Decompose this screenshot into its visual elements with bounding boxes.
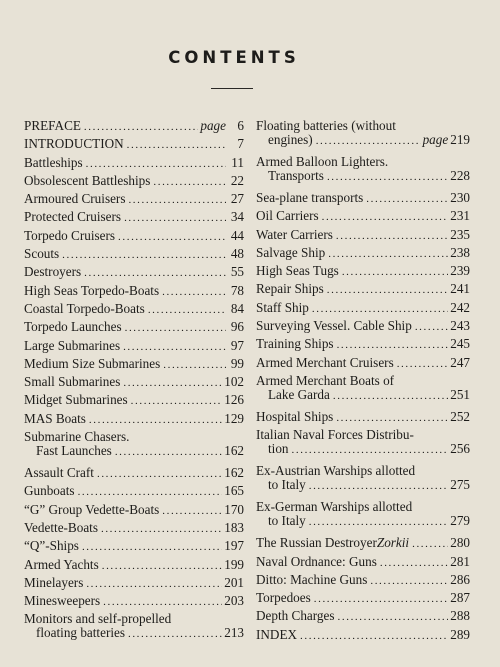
dot-leader: [115, 445, 222, 459]
toc-page-number: 235: [450, 226, 470, 242]
toc-page-number: 231: [450, 208, 470, 224]
toc-entry-label-continued: to Italy: [268, 477, 306, 493]
toc-entry[interactable]: [256, 356, 470, 374]
toc-page-number: 162: [224, 443, 244, 459]
toc-entry[interactable]: [256, 301, 470, 319]
dot-leader: [86, 157, 226, 171]
dot-leader: [397, 357, 449, 371]
toc-entry-label: Battleships: [24, 154, 83, 170]
toc-page-number: 287: [450, 590, 470, 606]
toc-page-number: 11: [231, 154, 244, 170]
dot-leader: [124, 211, 226, 225]
toc-entry-label: Armed Merchant Boats of: [256, 372, 395, 388]
dot-leader: [342, 265, 448, 279]
dot-leader: [309, 515, 448, 529]
dot-leader: [314, 592, 448, 606]
toc-entry-label: Minesweepers: [24, 593, 101, 609]
toc-entry-label: Small Submarines: [24, 374, 121, 390]
dot-leader: [328, 247, 448, 261]
toc-entry-label: Ex-German Warships allotted: [256, 499, 413, 515]
toc-entry-label-continued: Fast Launches: [36, 443, 112, 459]
toc-page-number: 55: [230, 264, 244, 280]
toc-page-number: 286: [450, 571, 470, 587]
dot-leader: [333, 389, 448, 403]
toc-entry[interactable]: [24, 320, 244, 338]
toc-entry-label-continued: Transports: [268, 168, 324, 183]
toc-entry-label: Staff Ship: [256, 299, 309, 315]
toc-entry-label: Surveying Vessel. Cable Ship: [256, 318, 412, 334]
toc-entry-label: Gunboats: [24, 483, 75, 499]
toc-entry[interactable]: [24, 357, 244, 375]
contents-right-column: [256, 119, 470, 646]
dot-leader: [312, 302, 448, 316]
toc-page-number: 129: [224, 410, 244, 426]
toc-entry-text: [24, 612, 244, 641]
toc-page-number: 170: [224, 501, 244, 517]
toc-entry[interactable]: [256, 228, 470, 246]
toc-entry-continuation: [256, 169, 470, 184]
contents-left-column: [24, 119, 244, 648]
page-title: CONTENTS: [168, 48, 300, 67]
toc-page-number: 201: [224, 574, 244, 590]
dot-leader: [118, 230, 226, 244]
toc-page-number: 27: [230, 191, 244, 207]
toc-page-number: 7: [237, 136, 244, 152]
toc-entry[interactable]: [24, 430, 244, 466]
toc-page-number: 22: [230, 172, 244, 188]
toc-entry-label: Floating batteries (without: [256, 118, 396, 133]
dot-leader: [89, 413, 222, 427]
toc-entry-label: Armed Merchant Cruisers: [256, 354, 394, 370]
toc-page-number: 48: [230, 246, 244, 262]
toc-page-number: 96: [230, 319, 244, 335]
dot-leader: [123, 376, 222, 390]
toc-page-number: 243: [450, 318, 470, 334]
dot-leader: [103, 595, 222, 609]
toc-entry[interactable]: [256, 319, 470, 337]
toc-page-number: 99: [230, 355, 244, 371]
toc-page-number: 280: [450, 535, 470, 551]
toc-entry[interactable]: [24, 521, 244, 539]
toc-entry[interactable]: [256, 609, 470, 627]
dot-leader: [162, 504, 222, 518]
toc-entry-label: “G” Group Vedette-Boats: [24, 501, 160, 517]
toc-page-number: 279: [450, 513, 470, 529]
toc-entry[interactable]: [256, 191, 470, 209]
toc-entry[interactable]: [256, 209, 470, 227]
toc-page-number: 97: [230, 337, 244, 353]
toc-entry-label: Medium Size Submarines: [24, 355, 161, 371]
toc-page-number: 183: [224, 519, 244, 535]
toc-entry[interactable]: [256, 464, 470, 500]
toc-page-number: 288: [450, 608, 470, 624]
toc-entry[interactable]: [24, 594, 244, 612]
dot-leader: [292, 443, 449, 457]
toc-entry-label: Training Ships: [256, 336, 334, 352]
toc-entry-continuation: [24, 444, 244, 459]
toc-entry-continuation: [256, 514, 470, 529]
dot-leader: [123, 340, 226, 354]
toc-entry-label: Vedette-Boats: [24, 519, 98, 535]
dot-leader: [153, 175, 226, 189]
toc-page-number: 6: [237, 118, 244, 133]
dot-leader: [82, 540, 222, 554]
toc-entry[interactable]: [256, 628, 470, 646]
toc-page-number: 230: [450, 190, 470, 205]
dot-leader: [102, 559, 222, 573]
toc-entry-continuation: [256, 478, 470, 493]
toc-entry-label: PREFACE: [24, 118, 81, 133]
toc-entry[interactable]: [24, 265, 244, 283]
toc-entry-text: [24, 430, 244, 459]
toc-entry-label-continued: engines): [268, 132, 313, 147]
toc-entry-label: Obsolescent Battleships: [24, 172, 151, 188]
toc-entry-continuation: [256, 388, 470, 403]
toc-entry[interactable]: [256, 591, 470, 609]
toc-entry[interactable]: [256, 428, 470, 464]
dot-leader: [101, 522, 222, 536]
toc-page-number: 197: [224, 538, 244, 554]
toc-entry-label: Submarine Chasers.: [24, 429, 130, 445]
dot-leader: [163, 358, 226, 372]
dot-leader: [84, 120, 198, 134]
dot-leader: [84, 266, 226, 280]
toc-entry[interactable]: [24, 137, 244, 155]
toc-entry-label: Sea-plane transports: [256, 190, 364, 205]
toc-entry-label: Coastal Torpedo-Boats: [24, 300, 145, 316]
toc-entry-label: Hospital Ships: [256, 408, 334, 424]
toc-entry-text: [256, 119, 470, 148]
toc-entry[interactable]: [256, 282, 470, 300]
toc-entry[interactable]: [256, 410, 470, 428]
dot-leader: [327, 170, 448, 184]
toc-entry[interactable]: [24, 229, 244, 247]
toc-entry[interactable]: [24, 375, 244, 393]
toc-entry[interactable]: [256, 337, 470, 355]
dot-leader: [97, 467, 222, 481]
toc-entry-label-continued: floating batteries: [36, 625, 125, 641]
toc-entry-label: High Seas Tugs: [256, 263, 339, 279]
toc-page-number: 252: [450, 408, 470, 424]
dot-leader: [316, 134, 421, 148]
toc-entry[interactable]: [24, 484, 244, 502]
dot-leader: [127, 138, 226, 152]
toc-entry[interactable]: [24, 210, 244, 228]
dot-leader: [86, 577, 222, 591]
toc-entry[interactable]: [24, 339, 244, 357]
toc-page-number: 289: [450, 626, 470, 642]
dot-leader: [338, 610, 449, 624]
toc-page-number: 281: [450, 553, 470, 569]
toc-entry-label-continued: to Italy: [268, 513, 306, 529]
toc-entry-label: The Russian Destroyer: [256, 535, 377, 551]
toc-entry[interactable]: [24, 576, 244, 594]
toc-page-number: 247: [450, 354, 470, 370]
dot-leader: [162, 285, 226, 299]
dot-leader: [128, 193, 226, 207]
toc-entry-label-continued: tion: [268, 441, 289, 457]
toc-entry[interactable]: [24, 412, 244, 430]
toc-entry-text: [256, 155, 470, 184]
toc-page-number: 245: [450, 336, 470, 352]
dot-leader: [309, 479, 448, 493]
toc-entry-text: [256, 500, 470, 529]
dot-leader: [336, 229, 448, 243]
toc-page-number: 219: [450, 132, 470, 147]
toc-page-number: 251: [450, 386, 470, 402]
toc-entry-label: Naval Ordnance: Guns: [256, 553, 377, 569]
toc-entry-label: Scouts: [24, 246, 60, 262]
toc-entry-label: MAS Boats: [24, 410, 86, 426]
dot-leader: [128, 627, 222, 641]
toc-entry-label: INDEX: [256, 626, 298, 642]
toc-entry-label: Torpedo Launches: [24, 319, 122, 335]
toc-page-number: 34: [230, 209, 244, 225]
toc-entry[interactable]: [24, 503, 244, 521]
toc-page-number: 78: [230, 282, 244, 298]
toc-entry[interactable]: [24, 284, 244, 302]
dot-leader: [78, 485, 223, 499]
toc-entry-continuation: [24, 626, 244, 641]
toc-page-number: 203: [224, 593, 244, 609]
toc-page-number: 239: [450, 263, 470, 279]
toc-entry-label: Armoured Cruisers: [24, 191, 126, 207]
toc-entry[interactable]: [24, 539, 244, 557]
toc-page-number: 165: [224, 483, 244, 499]
toc-entry-label: Italian Naval Forces Distribu-: [256, 427, 414, 443]
page-prefix: page: [200, 118, 226, 133]
toc-entry[interactable]: [256, 246, 470, 264]
dot-leader: [380, 556, 448, 570]
toc-entry[interactable]: [256, 536, 470, 554]
toc-page-number: 162: [224, 465, 244, 481]
toc-entry-text: [256, 374, 470, 403]
dot-leader: [300, 629, 448, 643]
toc-entry[interactable]: [24, 466, 244, 484]
dot-leader: [148, 303, 226, 317]
toc-entry[interactable]: [24, 393, 244, 411]
toc-entry-label: Torpedo Cruisers: [24, 227, 116, 243]
toc-entry-label: Armed Yachts: [24, 556, 99, 572]
toc-page-number: 238: [450, 244, 470, 260]
toc-entry-label: Oil Carriers: [256, 208, 319, 224]
toc-entry[interactable]: [24, 192, 244, 210]
dot-leader: [415, 320, 448, 334]
toc-page-number: 84: [230, 300, 244, 316]
toc-entry[interactable]: [24, 156, 244, 174]
toc-page-number: 275: [450, 477, 470, 493]
toc-entry-label: “Q”-Ships: [24, 538, 79, 554]
toc-entry[interactable]: [24, 174, 244, 192]
toc-entry-label: Salvage Ship: [256, 244, 326, 260]
dot-leader: [327, 283, 448, 297]
toc-entry-label: Destroyers: [24, 264, 82, 280]
toc-entry[interactable]: [24, 302, 244, 320]
toc-page-number: 241: [450, 281, 470, 297]
toc-entry-label: Depth Charges: [256, 608, 335, 624]
toc-page-number: 126: [224, 392, 244, 408]
toc-entry-label: Minelayers: [24, 574, 84, 590]
toc-entry-label: Torpedoes: [256, 590, 311, 606]
title-underline: [211, 88, 253, 89]
page-prefix: page: [422, 132, 449, 147]
dot-leader: [412, 537, 448, 551]
toc-entry-continuation: [256, 133, 470, 148]
toc-entry-label-italic: Zorkii: [376, 535, 410, 551]
toc-page-number: 102: [224, 374, 244, 390]
toc-entry[interactable]: [256, 573, 470, 591]
toc-page-number: 228: [450, 168, 470, 183]
toc-entry[interactable]: [256, 155, 470, 191]
toc-entry-label: Repair Ships: [256, 281, 324, 297]
toc-entry-text: [256, 428, 470, 457]
toc-entry-label: High Seas Torpedo-Boats: [24, 282, 160, 298]
toc-entry[interactable]: [256, 374, 470, 410]
dot-leader: [366, 192, 448, 206]
dot-leader: [125, 321, 226, 335]
toc-entry-label: Protected Cruisers: [24, 209, 122, 225]
toc-entry-label: Armed Balloon Lighters.: [256, 154, 389, 169]
dot-leader: [62, 248, 226, 262]
toc-entry[interactable]: [24, 558, 244, 576]
toc-entry-label: Large Submarines: [24, 337, 121, 353]
toc-entry-label: Ditto: Machine Guns: [256, 571, 368, 587]
toc-entry[interactable]: [256, 555, 470, 573]
dot-leader: [370, 574, 448, 588]
toc-page-number: 44: [230, 227, 244, 243]
toc-entry[interactable]: [256, 500, 470, 536]
toc-entry[interactable]: [24, 119, 244, 137]
toc-page-number: 199: [224, 556, 244, 572]
toc-entry-label: Assault Craft: [24, 465, 94, 481]
toc-entry-label: Ex-Austrian Warships allotted: [256, 463, 416, 479]
dot-leader: [336, 411, 448, 425]
toc-page-number: 213: [224, 625, 244, 641]
toc-entry[interactable]: [256, 119, 470, 155]
dot-leader: [337, 338, 449, 352]
toc-entry[interactable]: [24, 247, 244, 265]
toc-entry-label: Midget Submarines: [24, 392, 128, 408]
toc-entry-continuation: [256, 442, 470, 457]
toc-entry-label: Water Carriers: [256, 226, 333, 242]
dot-leader: [131, 394, 223, 408]
toc-entry[interactable]: [256, 264, 470, 282]
toc-entry-label: Monitors and self-propelled: [24, 611, 172, 627]
toc-entry-text: [256, 464, 470, 493]
toc-entry[interactable]: [24, 612, 244, 648]
dot-leader: [322, 210, 449, 224]
toc-entry-label: INTRODUCTION: [24, 136, 124, 152]
toc-page-number: 242: [450, 299, 470, 315]
toc-page-number: 256: [450, 441, 470, 457]
toc-entry-label-continued: Lake Garda: [268, 386, 330, 402]
